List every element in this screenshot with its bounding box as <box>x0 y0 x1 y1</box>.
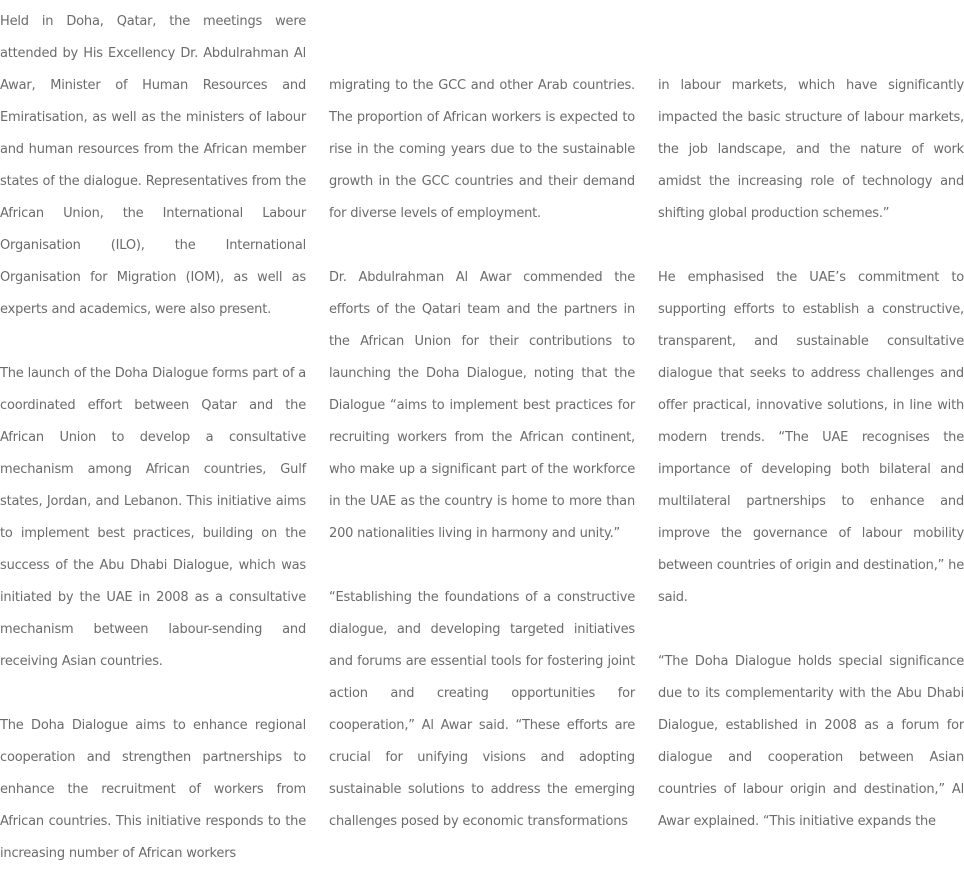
paragraph: Held in Doha, Qatar, the meetings were attended by His Excellency Dr. Abdulrahman Al Awar, Minister of Human Resources and Emiratisation, as well as the ministers of labour and human resources from the African member states of the dialogue. Representatives from the African Union, the International Labour Organisation (ILO), the International Organisation for Migration (IOM), as well as experts and academics, were also present. <box>0 14 306 317</box>
paragraph: “Establishing the foundations of a constructive dialogue, and developing targeted initiatives and forums are essential tools for fostering joint action and creating opportunities for cooperation,” Al Awar said. “These efforts are crucial for unifying visions and adopting sustainable solutions to address the emerging challenges posed by economic transformations <box>329 590 635 829</box>
article-column-3 <box>658 70 964 838</box>
paragraph: “The Doha Dialogue holds special significance due to its complementarity with the Abu Dhabi Dialogue, established in 2008 as a forum for dialogue and cooperation between Asian countries of labour origin and destination,” Al Awar explained. “This initiative expands the <box>658 654 964 829</box>
paragraph: Dr. Abdulrahman Al Awar commended the efforts of the Qatari team and the partners in the African Union for their contributions to launching the Doha Dialogue, noting that the Dialogue “aims to implement best practices for recruiting workers from the African continent, who make up a significant part of the workforce in the UAE as the country is home to more than 200 nationalities living in harmony and unity.” <box>329 270 635 541</box>
article-column-1 <box>0 6 306 870</box>
paragraph: The launch of the Doha Dialogue forms part of a coordinated effort between Qatar and the African Union to develop a consultative mechanism among African countries, Gulf states, Jordan, and Lebanon. This initiative aims to implement best practices, building on the success of the Abu Dhabi Dialogue, which was initiated by the UAE in 2008 as a consultative mechanism between labour-sending and receiving Asian countries. <box>0 366 306 669</box>
article-column-2 <box>329 70 635 838</box>
paragraph: migrating to the GCC and other Arab countries. The proportion of African workers is expected to rise in the coming years due to the sustainable growth in the GCC countries and their demand for diverse levels of employment. <box>329 78 635 221</box>
paragraph: in labour markets, which have significantly impacted the basic structure of labour markets, the job landscape, and the nature of work amidst the increasing role of technology and shifting global production schemes.” <box>658 78 964 221</box>
paragraph: The Doha Dialogue aims to enhance regional cooperation and strengthen partnerships to enhance the recruitment of workers from African countries. This initiative responds to the increasing number of African workers <box>0 718 306 861</box>
paragraph: He emphasised the UAE’s commitment to supporting efforts to establish a constructive, transparent, and sustainable consultative dialogue that seeks to address challenges and offer practical, innovative solutions, in line with modern trends. “The UAE recognises the importance of developing both bilateral and multilateral partnerships to enhance and improve the governance of labour mobility between countries of origin and destination,” he said. <box>658 270 964 605</box>
